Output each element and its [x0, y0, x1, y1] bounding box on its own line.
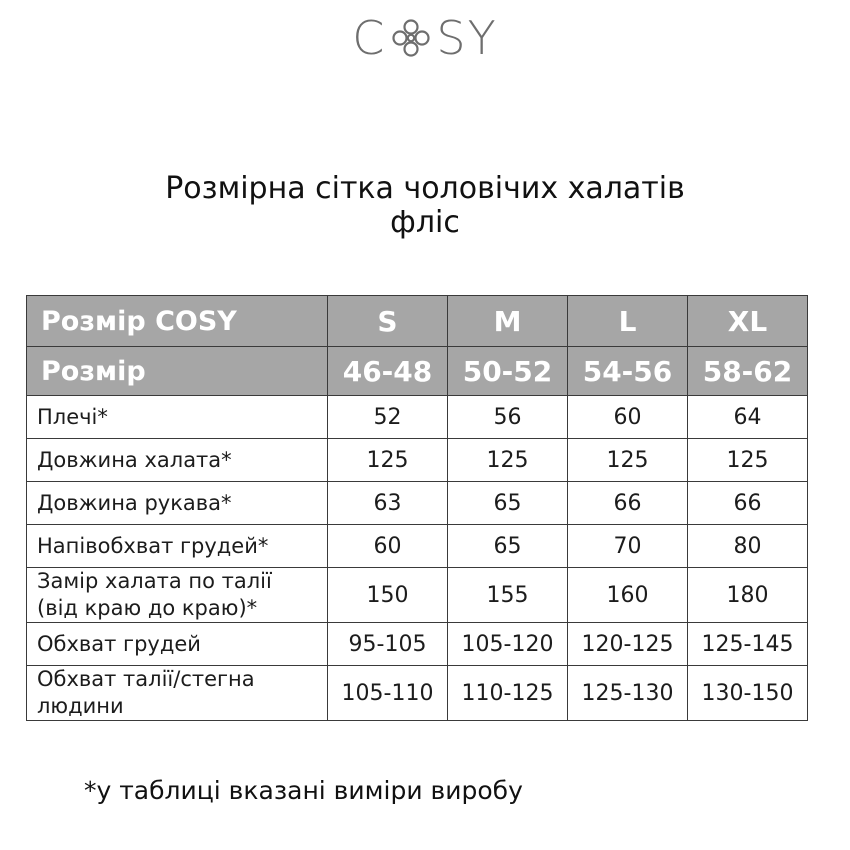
table-row-sleeve-length [27, 482, 808, 525]
header-cell-s: S [328, 296, 448, 347]
table-cell: 150 [328, 568, 448, 623]
row-label: Довжина рукава* [27, 482, 328, 525]
header-label-size-cosy: Розмір COSY [27, 296, 328, 347]
table-cell: 160 [568, 568, 688, 623]
row-label-line-1: Замір халата по талії [37, 569, 272, 593]
row-label: Довжина халата* [27, 439, 328, 482]
footnote: *у таблиці вказані виміри виробу [84, 776, 523, 805]
table-cell: 80 [688, 525, 808, 568]
table-cell: 130-150 [688, 666, 808, 721]
title-line-1: Розмірна сітка чоловічих халатів [165, 171, 685, 206]
header-cell-l: L [568, 296, 688, 347]
table-cell: 65 [448, 525, 568, 568]
table-cell: 105-120 [448, 623, 568, 666]
table-cell: 63 [328, 482, 448, 525]
brand-logo [0, 10, 850, 66]
row-label-line-2: людини [37, 694, 124, 718]
title-line-2: фліс [390, 205, 460, 240]
table-row-half-chest [27, 525, 808, 568]
header-cell-m: M [448, 296, 568, 347]
table-cell: 105-110 [328, 666, 448, 721]
table-cell: 120-125 [568, 623, 688, 666]
table-cell: 66 [688, 482, 808, 525]
header-cell-46-48: 46-48 [328, 347, 448, 396]
table-cell: 180 [688, 568, 808, 623]
table-row-waist-hip-girth [27, 666, 808, 721]
table-cell: 52 [328, 396, 448, 439]
row-label-line-1: Обхват талії/стегна [37, 667, 255, 691]
header-label-size: Розмір [27, 347, 328, 396]
size-chart-table [26, 295, 808, 721]
table-cell: 95-105 [328, 623, 448, 666]
row-label [27, 666, 328, 721]
header-row-size-cosy [27, 296, 808, 347]
table-cell: 125 [568, 439, 688, 482]
row-label: Плечі* [27, 396, 328, 439]
row-label-line-2: (від краю до краю)* [37, 596, 258, 620]
table-row-shoulders [27, 396, 808, 439]
table-cell: 60 [568, 396, 688, 439]
table-cell: 64 [688, 396, 808, 439]
logo-letters-sy: SY [436, 11, 498, 65]
logo-letter-c: C [352, 11, 387, 65]
table-cell: 65 [448, 482, 568, 525]
page-title [0, 172, 850, 240]
table-cell: 110-125 [448, 666, 568, 721]
header-cell-58-62: 58-62 [688, 347, 808, 396]
header-cell-54-56: 54-56 [568, 347, 688, 396]
table-row-waist-measure [27, 568, 808, 623]
table-cell: 155 [448, 568, 568, 623]
table-row-chest-girth [27, 623, 808, 666]
table-cell: 125 [328, 439, 448, 482]
table-cell: 125-130 [568, 666, 688, 721]
table-cell: 125-145 [688, 623, 808, 666]
table-cell: 70 [568, 525, 688, 568]
table-cell: 56 [448, 396, 568, 439]
header-cell-xl: XL [688, 296, 808, 347]
row-label: Обхват грудей [27, 623, 328, 666]
header-row-size [27, 347, 808, 396]
table-cell: 66 [568, 482, 688, 525]
table-cell: 60 [328, 525, 448, 568]
table-cell: 125 [448, 439, 568, 482]
flower-logo-icon [388, 15, 434, 61]
row-label: Напівобхват грудей* [27, 525, 328, 568]
table-cell: 125 [688, 439, 808, 482]
header-cell-50-52: 50-52 [448, 347, 568, 396]
table-row-robe-length [27, 439, 808, 482]
row-label [27, 568, 328, 623]
